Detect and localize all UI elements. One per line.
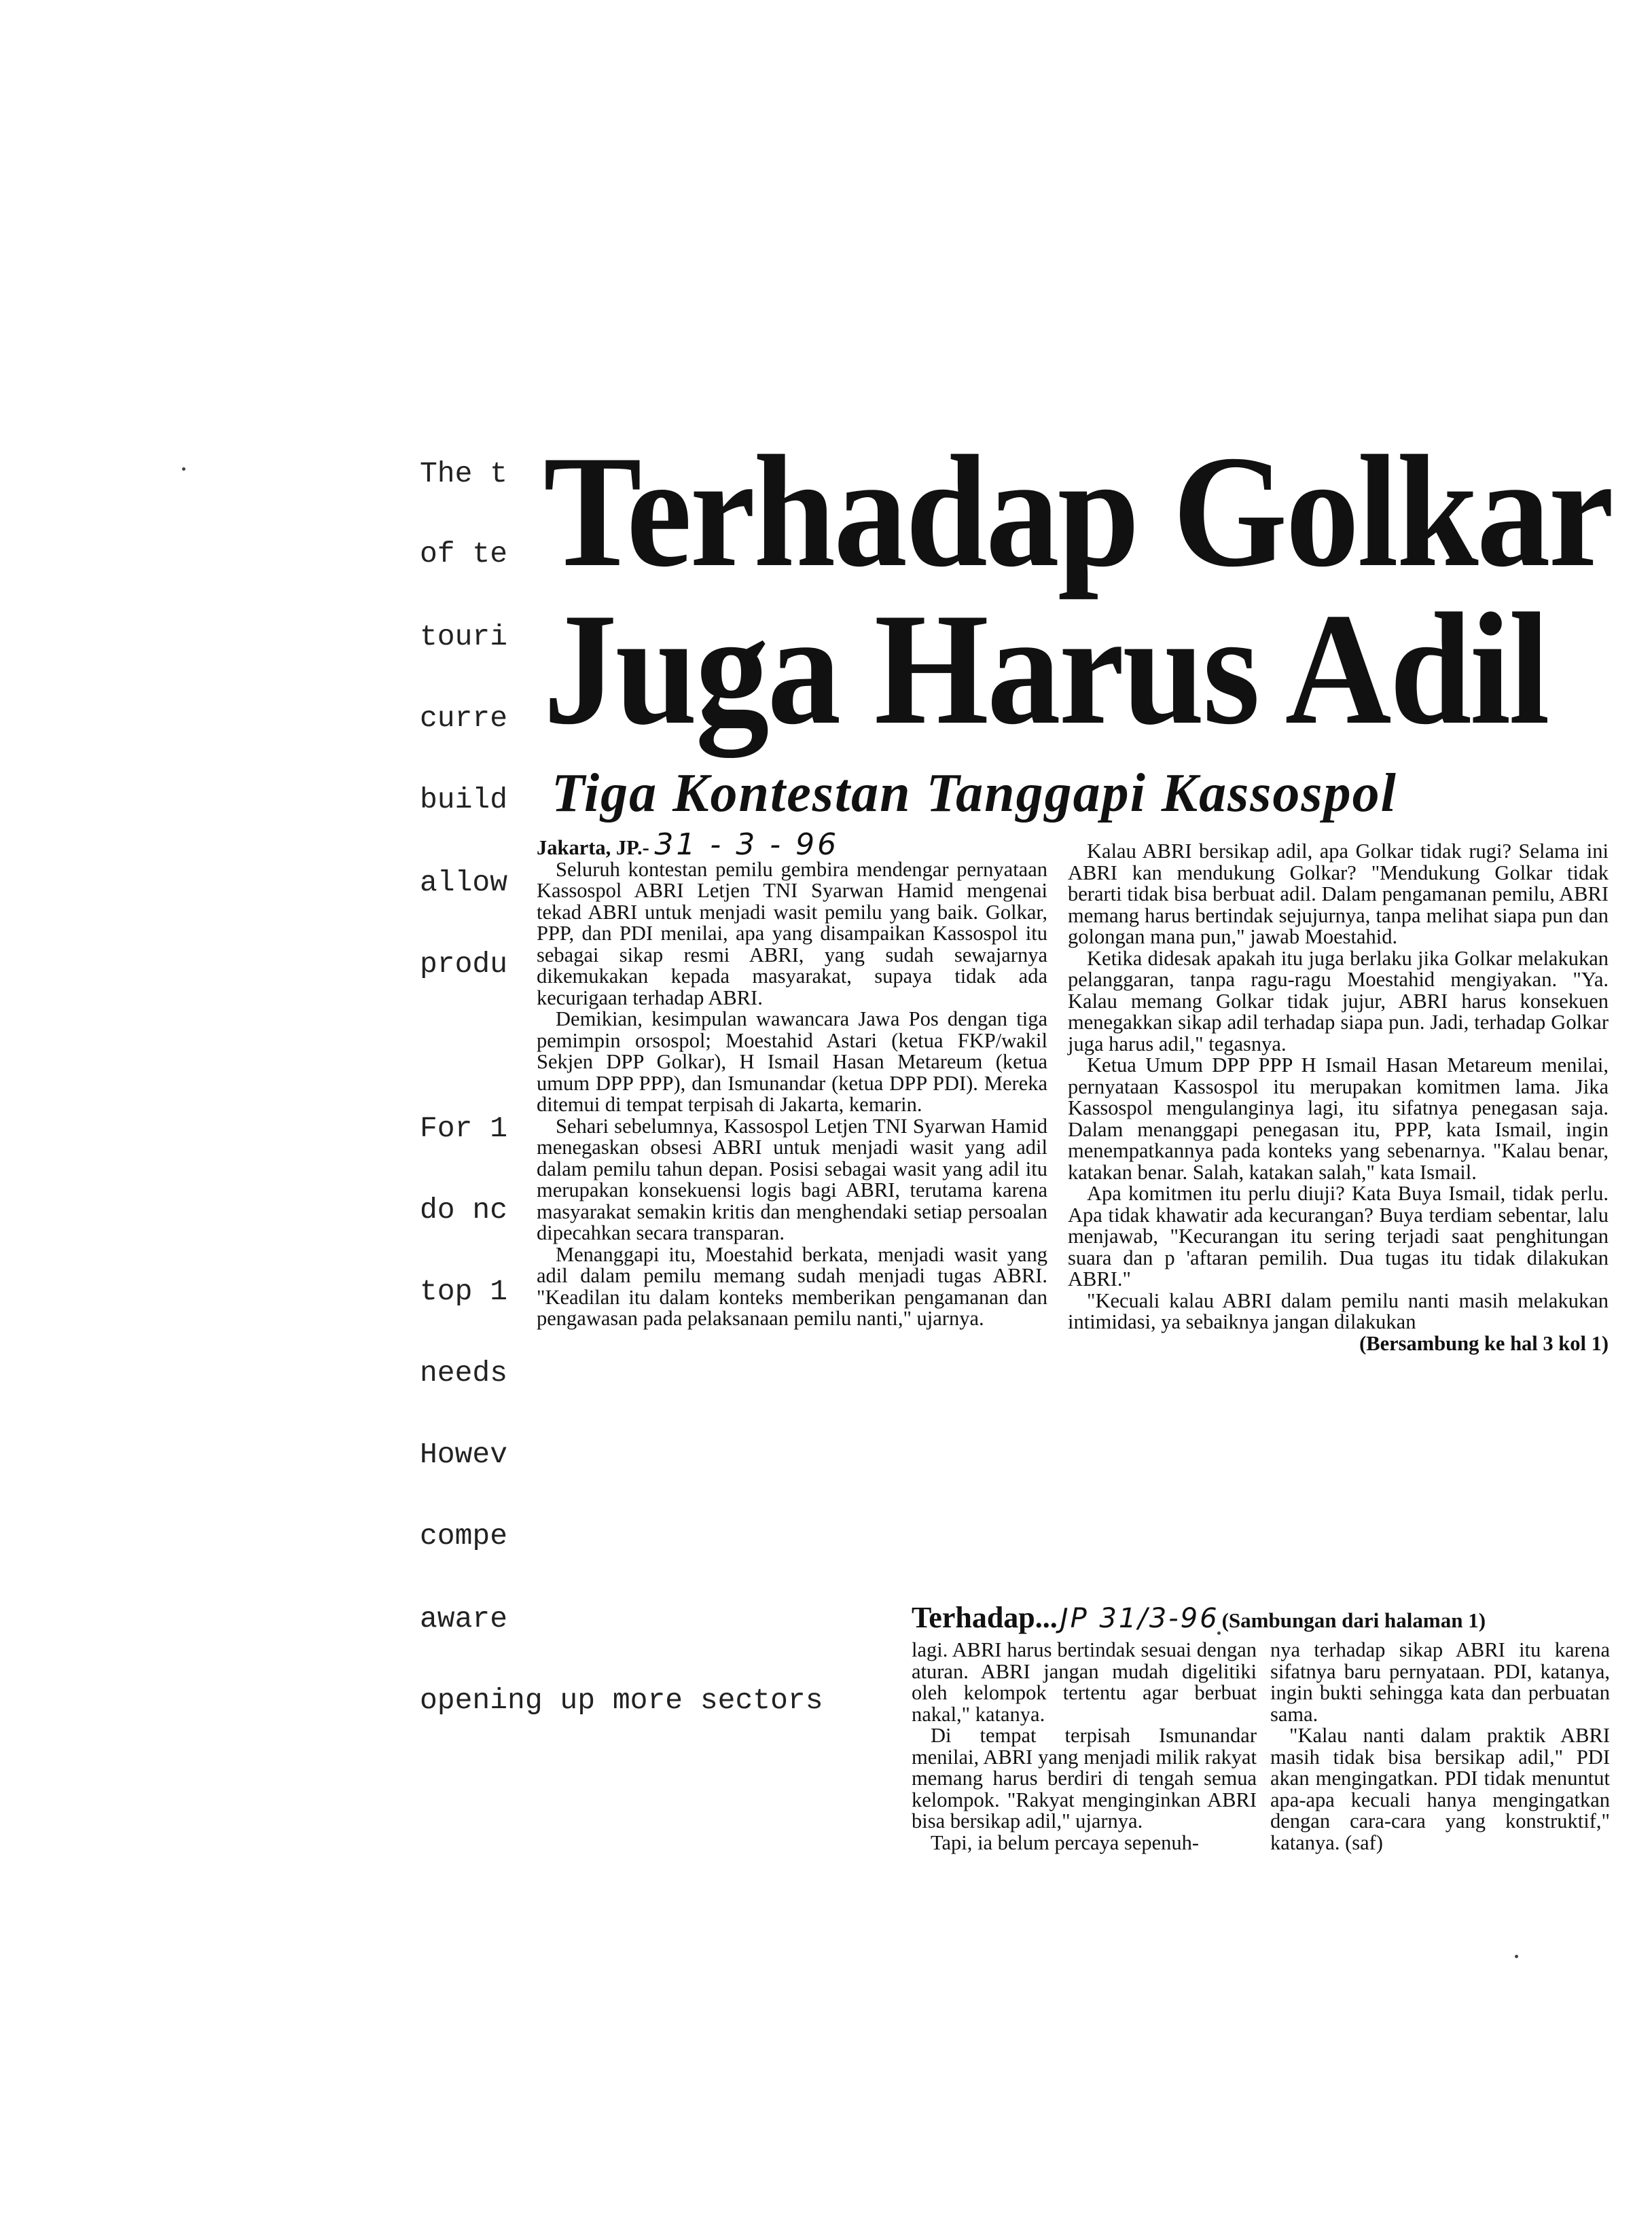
paragraph: Sehari sebelumnya, Kassospol Letjen TNI Syarwan Hamid menegaskan obsesi ABRI untuk menjadi wasit yang adil dalam pemilu tahun depan. Posisi sebagai wasit yang adil itu merupakan konsekuensi logis bagi ABRI, terutama karena masyarakat semakin kritis dan menghendaki setiap persoalan dipecahkan secara transparan. bbox=[537, 1114, 1047, 1244]
paragraph: Tapi, ia belum percaya sepenuh- bbox=[931, 1830, 1200, 1854]
paragraph: Demikian, kesimpulan wawancara Jawa Pos dengan tiga pemimpin orsospol; Moestahid Astari (ketua FKP/wakil Sekjen DPP Golkar), H Ismail Hasan Metareum (ketua umum DPP PPP), dan Ismunandar (ketua DPP PDI). Mereka ditemui di tempat terpisah di Jakarta, kemarin. bbox=[537, 1007, 1047, 1116]
typewritten-line: For 1 bbox=[420, 1112, 508, 1145]
paragraph: Di tempat terpisah Ismunandar menilai, ABRI yang menjadi milik rakyat memang harus berdiri di tengah semua kelompok. "Rakyat menginginkan ABRI bisa bersikap adil," ujarnya. bbox=[912, 1724, 1257, 1832]
headline-line-1: Terhadap Golkar bbox=[543, 423, 1613, 600]
paragraph: "Kalau nanti dalam praktik ABRI masih tidak bisa bersikap adil," PDI akan mengingatkan. PDI tidak menuntut apa-apa kecuali hanya mengingatkan dengan cara-cara yang konstruktif," katanya. (saf) bbox=[1270, 1724, 1610, 1854]
subheadline: Tiga Kontestan Tanggapi Kassospol bbox=[552, 763, 1397, 823]
typewritten-line: opening up more sectors bbox=[420, 1684, 823, 1717]
continued-note: (Bersambung ke hal 3 kol 1) bbox=[1359, 1331, 1609, 1355]
paragraph: nya terhadap sikap ABRI itu karena sifatnya baru pernyataan. PDI, katanya, ingin bukti sehingga kata dan perbuatan sama. bbox=[1270, 1638, 1610, 1726]
handwritten-ref: JP 31/3-96 bbox=[1060, 1603, 1219, 1634]
scan-speck bbox=[1515, 1955, 1518, 1958]
typewritten-line: curre bbox=[420, 702, 508, 735]
handwritten-date: 31 - 3 - 96 bbox=[654, 827, 840, 862]
paragraph: Apa komitmen itu perlu diuji? Kata Buya Ismail, tidak perlu. Apa tidak khawatir ada kecurangan? Buya terdiam sebentar, lalu menjawab, "Kecurangan itu sering terjadi saat penghitungan suara dan p 'aftaran pemilih. Dua tugas itu tidak dilakukan ABRI." bbox=[1068, 1182, 1609, 1290]
paragraph: "Kecuali kalau ABRI dalam pemilu nanti masih melakukan intimidasi, ya sebaiknya jangan dilakukan bbox=[1068, 1288, 1609, 1333]
scan-speck bbox=[182, 467, 185, 471]
continuation-note: (Sambungan dari halaman 1) bbox=[1221, 1608, 1486, 1632]
article-column-3 bbox=[912, 1640, 1257, 1854]
typewritten-line: touri bbox=[420, 620, 508, 653]
typewritten-line: Howev bbox=[420, 1438, 508, 1471]
typewritten-line: top 1 bbox=[420, 1275, 508, 1308]
typewritten-line: aware bbox=[420, 1602, 508, 1636]
paragraph: Ketua Umum DPP PPP H Ismail Hasan Metareum menilai, pernyataan Kassospol itu merupakan komitmen lama. Jika Kassospol mengulanginya lagi, itu sifatnya penegasan saja. Dalam menanggapi penegasan itu, PPP, kata Ismail, ingin menempatkannya pada konteks yang sebenarnya. "Kalau benar, katakan benar. Salah, katakan salah," kata Ismail. bbox=[1068, 1053, 1609, 1184]
paragraph: Menanggapi itu, Moestahid berkata, menjadi wasit yang adil dalam pemilu memang sudah menjadi tugas ABRI. "Keadilan itu dalam konteks memberikan pengamanan dan pengawasan pada pelaksanaan pemilu nanti," ujarnya. bbox=[537, 1242, 1047, 1330]
typewritten-line: produ bbox=[420, 947, 508, 981]
typewritten-line: build bbox=[420, 783, 508, 816]
article-column-4 bbox=[1270, 1640, 1610, 1854]
typewritten-line: allow bbox=[420, 866, 508, 899]
dateline: Jakarta, JP.- bbox=[537, 836, 649, 859]
paragraph: lagi. ABRI harus bertindak sesuai dengan aturan. ABRI jangan mudah digelitiki oleh kelompok tertentu agar berbuat nakal," katanya. bbox=[912, 1638, 1257, 1726]
continuation-heading bbox=[912, 1600, 1486, 1635]
typewritten-line: of te bbox=[420, 537, 508, 571]
article-column-1 bbox=[537, 827, 1047, 1330]
typewritten-line: compe bbox=[420, 1519, 508, 1553]
continuation-title: Terhadap... bbox=[912, 1601, 1058, 1634]
headline-line-2: Juga Harus Adil bbox=[543, 581, 1548, 758]
article-column-2 bbox=[1068, 841, 1609, 1354]
paragraph: Seluruh kontestan pemilu gembira mendengar pernyataan Kassospol ABRI Letjen TNI Syarwan Hamid mengenai tekad ABRI untuk menjadi wasit pemilu yang baik. Golkar, PPP, dan PDI menilai, apa yang disampaikan Kassospol itu sebagai sikap resmi ABRI, yang sudah sewajarnya dikemukakan kepada masyarakat, supaya tidak ada kecurigaan terhadap ABRI. bbox=[537, 857, 1047, 1009]
typewritten-line: needs bbox=[420, 1356, 508, 1390]
paragraph: Kalau ABRI bersikap adil, apa Golkar tidak rugi? Selama ini ABRI kan mendukung Golkar? "Mendukung Golkar tidak berarti tidak bisa berbuat adil. Dalam pengamanan pemilu, ABRI memang harus bertindak sejujurnya, tanpa melihat siapa pun dan golongan mana pun," jawab Moestahid. bbox=[1068, 839, 1609, 948]
paragraph: Ketika didesak apakah itu juga berlaku jika Golkar melakukan pelanggaran, tanpa ragu-ragu Moestahid mengiyakan. "Ya. Kalau memang Golkar tidak jujur, ABRI harus konsekuen menegakkan sikap adil terhadap siapa pun. Jadi, terhadap Golkar juga harus adil," tegasnya. bbox=[1068, 946, 1609, 1055]
typewritten-line: The t bbox=[420, 457, 508, 490]
typewritten-line: do nc bbox=[420, 1193, 508, 1227]
